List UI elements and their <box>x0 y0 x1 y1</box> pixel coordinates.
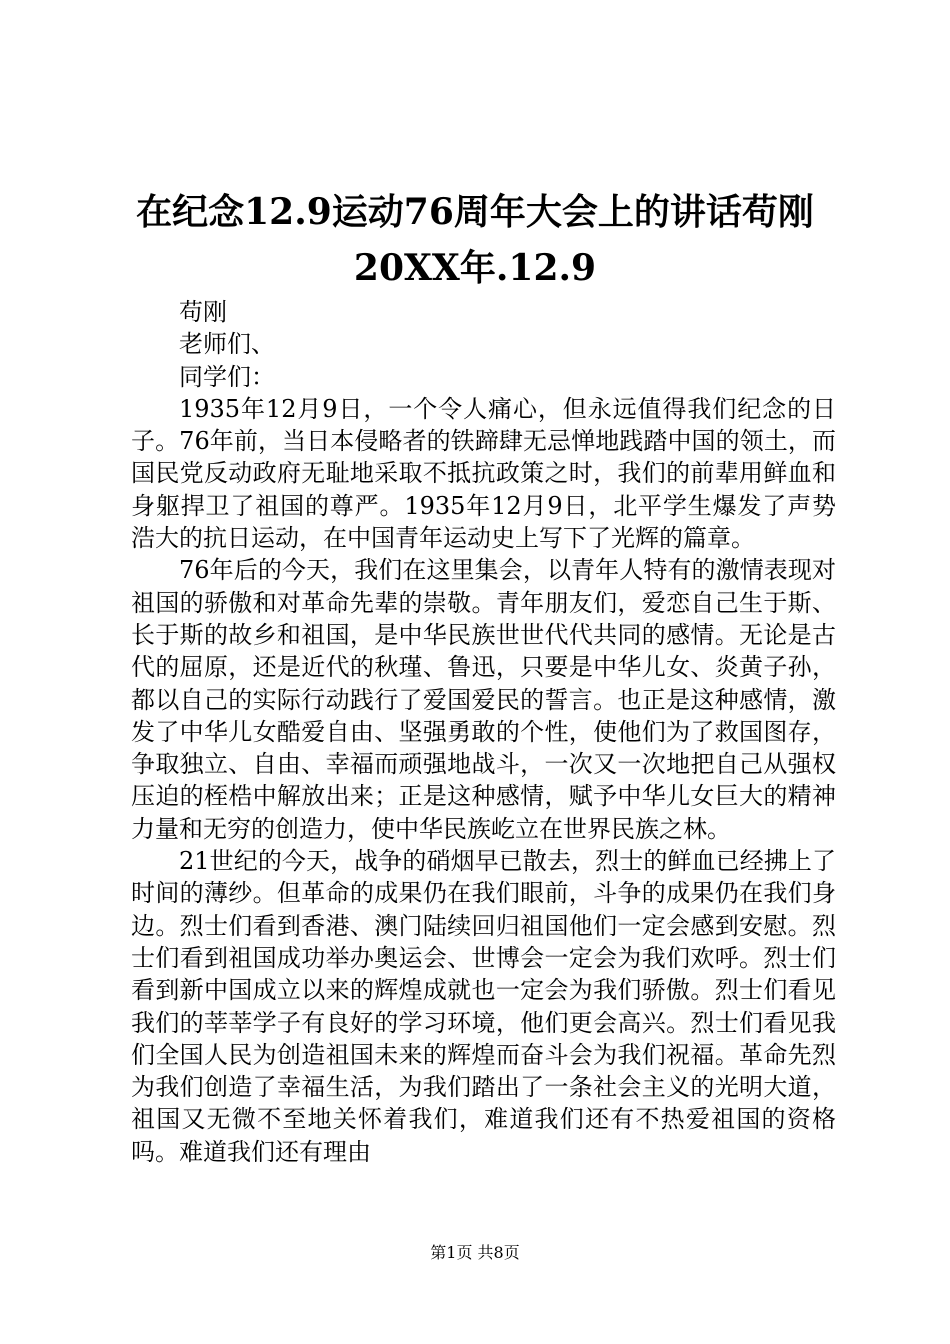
document-date-title: 20XX年.12.9 <box>353 247 597 289</box>
salutation-teachers: 老师们、 <box>179 330 275 359</box>
paragraph-1: 1935年12月9日，一个令人痛心，但永远值得我们纪念的日子。76年前，当日本侵略者的铁蹄肆无忌惮地践踏中国的领土，而国民党反动政府无耻地采取不抵抗政策之时，我们的前辈用鲜血和身躯捍卫了祖国的尊严。1935年12月9日，北平学生爆发了声势浩大的抗日运动，在中国青年运动史上写下了光辉的篇章。 <box>131 394 836 553</box>
salutation-students: 同学们： <box>179 362 275 391</box>
paragraph-2: 76年后的今天，我们在这里集会，以青年人特有的激情表现对祖国的骄傲和对革命先辈的崇敬。青年朋友们，爱恋自己生于斯、长于斯的故乡和祖国，是中华民族世世代代共同的感情。无论是古代的屈原，还是近代的秋瑾、鲁迅，只要是中华儿女、炎黄子孙，都以自己的实际行动践行了爱国爱民的誓言。也正是这种感情，激发了中华儿女酷爱自由、坚强勇敢的个性，使他们为了救国图存，争取独立、自由、幸福而顽强地战斗，一次又一次地把自己从强权压迫的桎梏中解放出来；正是这种感情，赋予中华儿女巨大的精神力量和无穷的创造力，使中华民族屹立在世界民族之林。 <box>131 556 836 843</box>
document-body <box>131 296 836 1168</box>
paragraph-3: 21世纪的今天，战争的硝烟早已散去，烈士的鲜血已经拂上了时间的薄纱。但革命的成果仍在我们眼前，斗争的成果仍在我们身边。烈士们看到香港、澳门陆续回归祖国他们一定会感到安慰。烈士们看到祖国成功举办奥运会、世博会一定会为我们欢呼。烈士们看到新中国成立以来的辉煌成就也一定会为我们骄傲。烈士们看见我们的莘莘学子有良好的学习环境，他们更会高兴。烈士们看见我们全国人民为创造祖国未来的辉煌而奋斗会为我们祝福。革命先烈为我们创造了幸福生活，为我们踏出了一条社会主义的光明大道，祖国又无微不至地关怀着我们，难道我们还有不热爱祖国的资格吗。难道我们还有理由 <box>131 847 836 1166</box>
author-name: 苟刚 <box>179 298 227 326</box>
page-number-footer: 第1页 共8页 <box>430 1243 520 1262</box>
document-title: 在纪念12.9运动76周年大会上的讲话苟刚 <box>136 191 814 233</box>
